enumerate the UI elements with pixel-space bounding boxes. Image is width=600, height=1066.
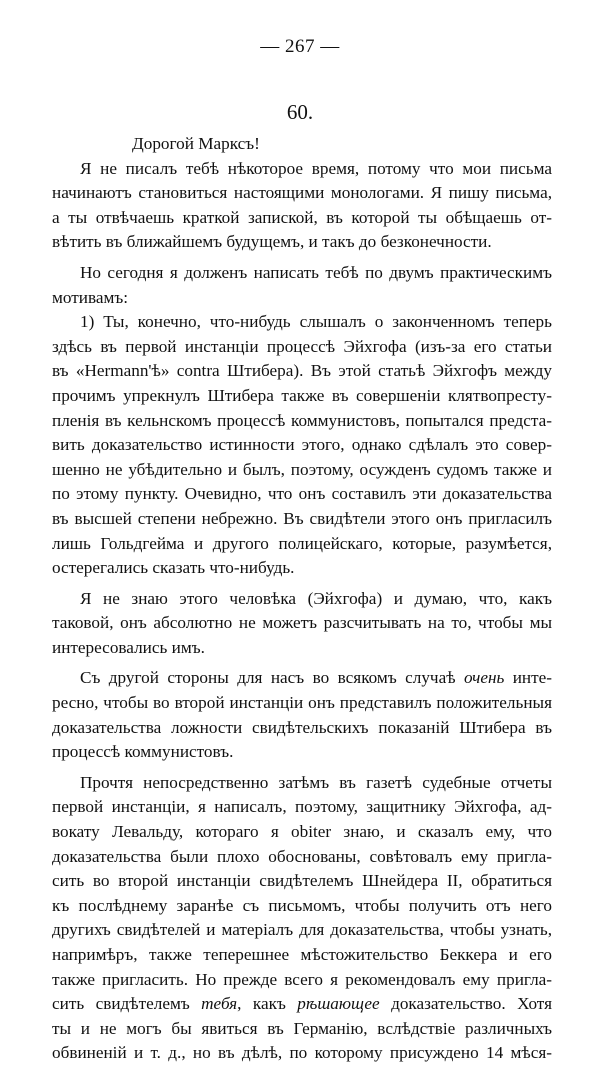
text-line: процессѣ коммунистовъ. — [52, 742, 234, 762]
text-line: 1) Ты, конечно, что-нибудь слышалъ о законченномъ теперь — [80, 312, 552, 332]
text-line: Прочтя непосредственно затѣмъ въ газетѣ судебные отчеты — [80, 772, 552, 792]
text-line: вокату Левальду, котораго я obiter знаю, и сказалъ ему, что — [52, 822, 552, 842]
text-line — [52, 666, 552, 691]
text-line: первой инстанціи, я написалъ, поэтому, защитнику Эйхгофа, ад- — [52, 797, 552, 817]
text-fragment: доказательство. Хотя — [379, 994, 552, 1014]
emphasized-word: тебя — [201, 994, 238, 1014]
text-line: доказательства ложности свидѣтельскихъ показаній Штибера въ — [52, 717, 552, 737]
text-line: мотивамъ: — [52, 287, 129, 307]
text-line: въ «Hermann'ѣ» contra Штибера). Въ этой статьѣ Эйхгофъ между — [52, 361, 552, 381]
page-number: — 267 — — [260, 36, 340, 57]
text-line: пленія въ кельнскомъ процессѣ коммунистовъ, попытался предста- — [52, 410, 552, 430]
text-line: ресно, чтобы во второй инстанціи онъ представилъ положительныя — [52, 693, 552, 713]
emphasized-word: очень — [463, 668, 505, 688]
text-line: вѣтить въ ближайшемъ будущемъ, и такъ до безконечности. — [52, 232, 492, 252]
text-line: начинаютъ становиться настоящими монологами. Я пишу письма, — [52, 183, 552, 203]
text-line: въ высшей степени небрежно. Въ свидѣтели этого онъ пригласилъ — [52, 508, 552, 528]
text-line: таковой, онъ абсолютно не можетъ разсчитывать на то, чтобы мы — [52, 613, 552, 633]
text-line: Я не писалъ тебѣ нѣкоторое время, потому что мои письма — [80, 158, 552, 178]
text-line: вить доказательство истинности этого, однако сдѣлалъ это совер- — [52, 435, 552, 455]
text-line: къ послѣднему заранѣе съ письмомъ, чтобы получить отъ него — [52, 895, 552, 915]
text-line: доказательства были плохо обоснованы, совѣтовалъ ему пригла- — [52, 846, 552, 866]
text-line: ты и не могъ бы явиться въ Германію, вслѣдствіе различныхъ — [52, 1018, 552, 1038]
text-line: интересовались имъ. — [52, 637, 205, 657]
text-fragment: Съ другой стороны для насъ во всякомъ случаѣ — [80, 668, 464, 688]
text-line: шенно не убѣдительно и былъ, поэтому, осужденъ судомъ также и — [52, 459, 552, 479]
text-line: остерегались сказать что-нибудь. — [52, 558, 295, 578]
letter-text-lines — [52, 157, 552, 1066]
text-line: другихъ свидѣтелей и матеріалъ для доказательства, чтобы узнать, — [52, 920, 552, 940]
text-fragment: инте- — [504, 668, 552, 688]
emphasized-word: рѣшающее — [297, 994, 380, 1014]
text-fragment: , какъ — [237, 994, 298, 1014]
text-line: здѣсь въ первой инстанціи процессѣ Эйхгофа (изъ-за его статьи — [52, 336, 552, 356]
text-fragment: сить свидѣтелемъ — [52, 994, 202, 1014]
letter-number: 60. — [286, 100, 314, 124]
text-line: Но сегодня я долженъ написать тебѣ по двумъ практическимъ — [80, 262, 552, 282]
text-line — [52, 992, 552, 1017]
text-line: Я не знаю этого человѣка (Эйхгофа) и думаю, что, какъ — [80, 588, 552, 608]
text-line: напримѣръ, также теперешнее мѣстожительство Беккера и его — [52, 945, 552, 964]
text-line: также пригласить. Но прежде всего я рекомендовалъ ему пригла- — [52, 969, 552, 989]
letter-body — [52, 132, 552, 1066]
text-line: сить во второй инстанціи свидѣтелемъ Шнейдера II, обратиться — [52, 871, 552, 891]
text-line: обвиненій и т. д., но въ дѣлѣ, по которому присуждено 14 мѣся- — [52, 1043, 552, 1063]
text-line: лишь Гольдгейма и другого полицейскаго, которые, разумѣется, — [52, 533, 552, 553]
text-line: по этому пункту. Очевидно, что онъ составилъ эти доказательства — [52, 484, 552, 504]
text-line: а ты отвѣчаешь краткой запиской, въ которой ты обѣщаешь от- — [52, 207, 552, 227]
text-line: прочимъ упрекнулъ Штибера также въ совершеніи клятвопресту- — [52, 385, 552, 405]
letter-greeting: Дорогой Марксъ! — [132, 134, 260, 153]
